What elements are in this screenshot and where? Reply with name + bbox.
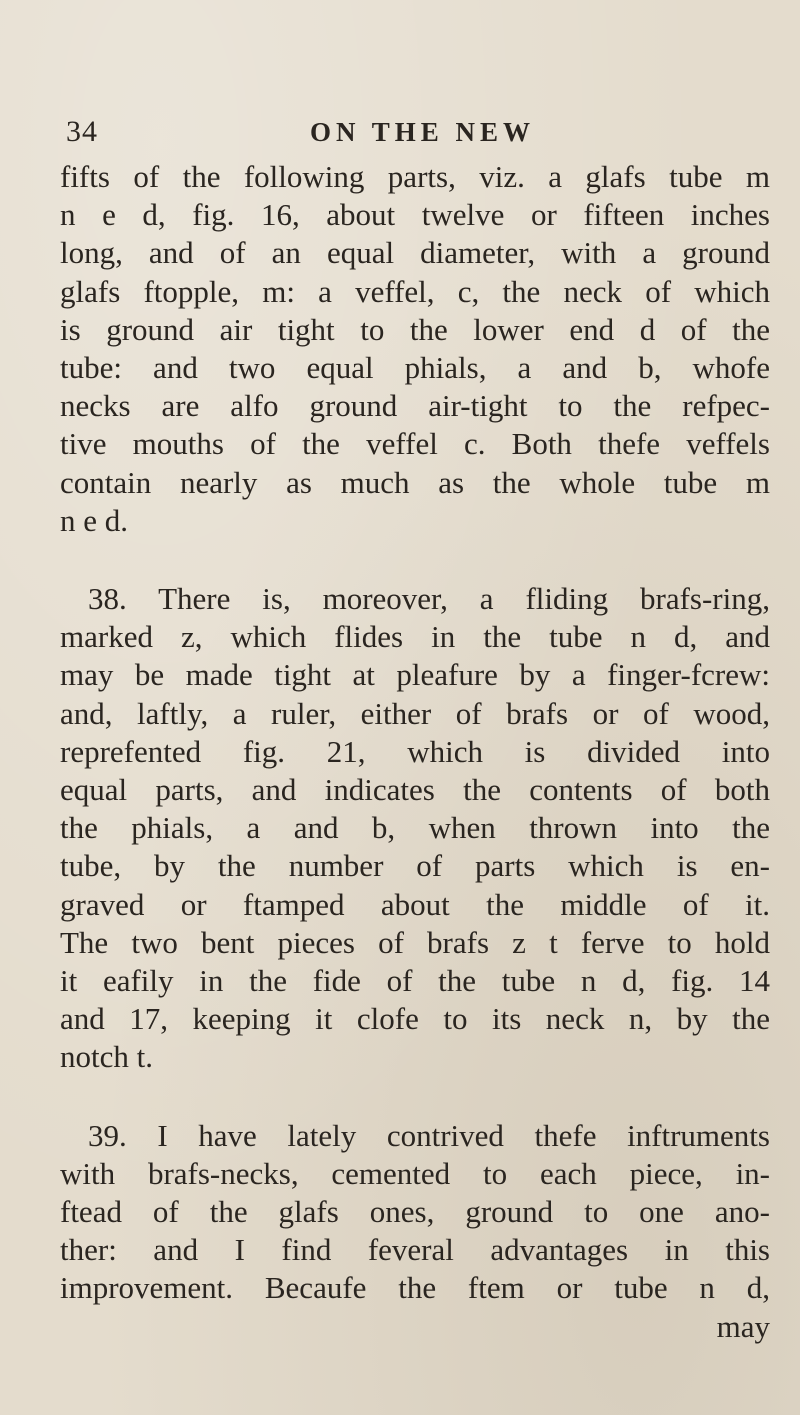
text-line: with brafs-necks, cemented to each piece, in- [60, 1155, 770, 1191]
text-line: long, and of an equal diameter, with a ground [60, 235, 770, 271]
text-line: notch t. [60, 1039, 153, 1075]
page-number: 34 [66, 115, 98, 148]
text-line: reprefented fig. 21, which is divided into [60, 733, 770, 769]
paragraph-gap [60, 1077, 770, 1117]
text-line: ftead of the glafs ones, ground to one ano- [60, 1194, 770, 1230]
text-line: fifts of the following parts, viz. a glafs tube m [60, 159, 770, 194]
text-line: tube: and two equal phials, a and b, whofe [60, 350, 770, 386]
paragraph-38 [60, 580, 770, 1077]
text-line: tive mouths of the veffel c. Both thefe veffels [60, 426, 770, 462]
text-line: graved or ftamped about the middle of it. [60, 886, 770, 922]
body-text [60, 158, 770, 1346]
running-title: ON THE NEW [310, 117, 536, 147]
text-line: may be made tight at pleafure by a finger-fcrew: [60, 657, 770, 693]
text-line: The two bent pieces of brafs z t ferve to hold [60, 924, 770, 960]
text-line: 39. I have lately contrived thefe inftruments [88, 1117, 770, 1153]
text-line: and, laftly, a ruler, either of brafs or of wood, [60, 695, 770, 731]
text-line: it eafily in the fide of the tube n d, fig. 14 [60, 963, 770, 999]
text-line: ther: and I find feveral advantages in this [60, 1232, 770, 1268]
text-line: tube, by the number of parts which is en- [60, 848, 770, 884]
paragraph-gap [60, 540, 770, 580]
text-line: is ground air tight to the lower end d of the [60, 311, 770, 347]
text-line: n e d. [60, 502, 129, 538]
text-line: the phials, a and b, when thrown into the [60, 810, 770, 846]
text-line: equal parts, and indicates the contents of both [60, 772, 770, 808]
text-line: n e d, fig. 16, about twelve or fifteen inches [60, 197, 770, 233]
paragraph-continuation [60, 158, 770, 540]
paragraph-39 [60, 1117, 770, 1346]
text-line: and 17, keeping it clofe to its neck n, by the [60, 1001, 770, 1037]
text-line: necks are alfo ground air-tight to the refpec- [60, 388, 770, 424]
text-line: contain nearly as much as the whole tube m [60, 464, 770, 500]
catchword: may [716, 1308, 770, 1344]
text-line: 38. There is, moreover, a fliding brafs-ring, [88, 581, 770, 617]
text-line: improvement. Becaufe the ftem or tube n d, [60, 1270, 770, 1306]
running-head [66, 115, 766, 155]
text-line: glafs ftopple, m: a veffel, c, the neck of which [60, 273, 770, 309]
text-line: marked z, which flides in the tube n d, and [60, 619, 770, 655]
